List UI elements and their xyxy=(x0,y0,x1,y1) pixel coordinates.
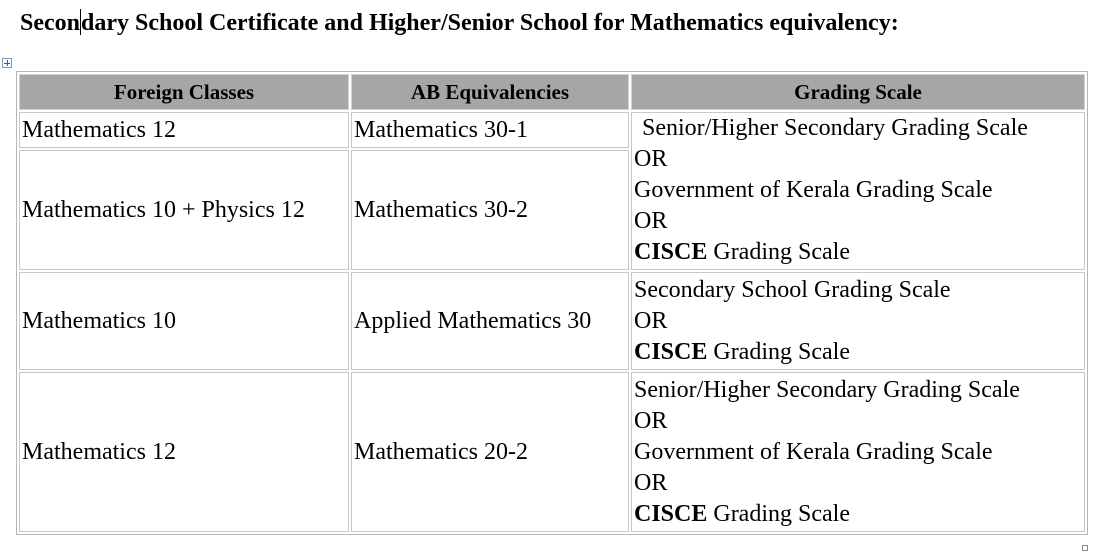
table-row xyxy=(19,372,1085,532)
grading-or: OR xyxy=(634,469,668,496)
foreign-class-cell[interactable]: Mathematics 10 xyxy=(19,272,349,370)
header-grading-scale: Grading Scale xyxy=(631,74,1085,110)
grading-line-cisce xyxy=(634,337,1082,368)
header-foreign-classes: Foreign Classes xyxy=(19,74,349,110)
ab-equivalency-cell[interactable]: Applied Mathematics 30 xyxy=(351,272,629,370)
grading-line: Senior/Higher Secondary Grading Scale xyxy=(642,115,1028,141)
header-ab-equivalencies: AB Equivalencies xyxy=(351,74,629,110)
grading-line: Government of Kerala Grading Scale xyxy=(634,177,993,203)
grading-or: OR xyxy=(634,407,668,434)
grading-line: Secondary School Grading Scale xyxy=(634,276,951,303)
page-heading[interactable] xyxy=(20,8,899,38)
grading-or: OR xyxy=(634,146,668,172)
foreign-class-cell[interactable]: Mathematics 12 xyxy=(19,112,349,148)
grading-line-cisce xyxy=(634,499,1082,530)
grading-or: OR xyxy=(634,307,668,334)
grading-scale-cell[interactable] xyxy=(631,372,1085,532)
grading-suffix: Grading Scale xyxy=(707,239,850,265)
grading-line: Government of Kerala Grading Scale xyxy=(634,438,993,465)
grading-or: OR xyxy=(634,208,668,234)
table-row xyxy=(19,272,1085,370)
grading-suffix: Grading Scale xyxy=(707,500,850,527)
table-row xyxy=(19,112,1085,148)
equivalency-table xyxy=(16,71,1088,535)
table-header-row xyxy=(19,74,1085,110)
grading-line: Senior/Higher Secondary Grading Scale xyxy=(634,376,1020,403)
foreign-class-cell[interactable]: Mathematics 12 xyxy=(19,372,349,532)
table-move-handle-icon[interactable] xyxy=(2,58,12,68)
foreign-class-cell[interactable]: Mathematics 10 + Physics 12 xyxy=(19,150,349,270)
ab-equivalency-cell[interactable]: Mathematics 20-2 xyxy=(351,372,629,532)
heading-text-end: dary School Certificate and Higher/Senior School for Mathematics equivalency: xyxy=(81,10,899,36)
heading-text-start: Secon xyxy=(20,10,80,36)
ab-equivalency-cell[interactable]: Mathematics 30-2 xyxy=(351,150,629,270)
table-resize-handle-icon[interactable] xyxy=(1082,545,1088,551)
grading-suffix: Grading Scale xyxy=(707,338,850,365)
grading-scale-cell[interactable] xyxy=(631,112,1085,270)
cisce-label: CISCE xyxy=(634,338,708,365)
cisce-label: CISCE xyxy=(634,239,708,265)
grading-line-cisce xyxy=(634,237,1082,268)
cisce-label: CISCE xyxy=(634,500,708,527)
ab-equivalency-cell[interactable]: Mathematics 30-1 xyxy=(351,112,629,148)
grading-scale-cell[interactable] xyxy=(631,272,1085,370)
